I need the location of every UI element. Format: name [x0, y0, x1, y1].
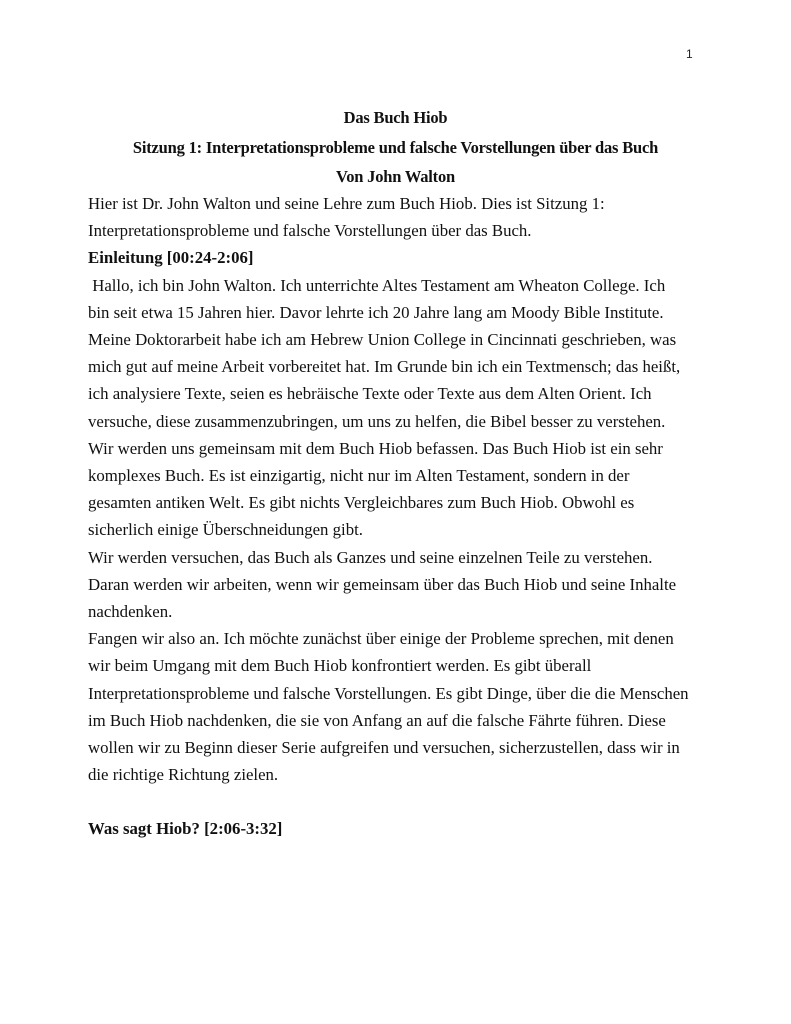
text-line: mich gut auf meine Arbeit vorbereitet hat. Im Grunde bin ich ein Textmensch; das heißt, [88, 357, 681, 377]
paragraph-1 [88, 272, 728, 544]
text-line: bin seit etwa 15 Jahren hier. Davor lehrte ich 20 Jahre lang am Moody Bible Institute. [88, 302, 664, 322]
session-title: Sitzung 1: Interpretationsprobleme und falsche Vorstellungen über das Buch [132, 137, 659, 157]
title-block [0, 103, 791, 192]
page-number: 1 [686, 47, 693, 61]
text-line: Fangen wir also an. Ich möchte zunächst über einige der Probleme sprechen, mit denen [88, 629, 674, 649]
text-line: die richtige Richtung zielen. [88, 765, 279, 785]
text-line: im Buch Hiob nachdenken, die sie von Anfang an auf die falsche Fährte führen. Diese [88, 710, 666, 730]
document-title: Das Buch Hiob [343, 108, 448, 127]
text-line: versuche, diese zusammenzubringen, um uns zu helfen, die Bibel besser zu verstehen. [88, 411, 666, 431]
text-line: wir beim Umgang mit dem Buch Hiob konfrontiert werden. Es gibt überall [88, 656, 592, 676]
text-line: ich analysiere Texte, seien es hebräische Texte oder Texte aus dem Alten Orient. Ich [88, 384, 652, 404]
paragraph-2 [88, 544, 728, 626]
section-heading-einleitung: Einleitung [00:24-2:06] [88, 248, 254, 268]
text-line: Hallo, ich bin John Walton. Ich unterrichte Altes Testament am Wheaton College. Ich [88, 275, 666, 295]
text-line: Interpretationsprobleme und falsche Vorstellungen. Es gibt Dinge, über die die Menschen [88, 683, 689, 703]
paragraph-3 [88, 625, 728, 788]
text-line: gesamten antiken Welt. Es gibt nichts Vergleichbares zum Buch Hiob. Obwohl es [88, 493, 635, 513]
spacer [88, 788, 728, 815]
document-body [88, 190, 728, 843]
text-line: komplexes Buch. Es ist einzigartig, nicht nur im Alten Testament, sondern in der [88, 466, 630, 486]
text-line: Meine Doktorarbeit habe ich am Hebrew Union College in Cincinnati geschrieben, was [88, 330, 677, 350]
text-line: Wir werden uns gemeinsam mit dem Buch Hiob befassen. Das Buch Hiob ist ein sehr [88, 438, 663, 458]
text-line: Wir werden versuchen, das Buch als Ganzes und seine einzelnen Teile zu verstehen. [88, 547, 653, 567]
text-line: Daran werden wir arbeiten, wenn wir gemeinsam über das Buch Hiob und seine Inhalte [88, 574, 677, 594]
intro-line: Hier ist Dr. John Walton und seine Lehre zum Buch Hiob. Dies ist Sitzung 1: [88, 194, 605, 213]
intro-line: Interpretationsprobleme und falsche Vorstellungen über das Buch. [88, 221, 532, 241]
author-line: Von John Walton [336, 167, 455, 186]
text-line: sicherlich einige Überschneidungen gibt. [88, 520, 363, 540]
text-line: nachdenken. [88, 602, 173, 622]
text-line: wollen wir zu Beginn dieser Serie aufgreifen und versuchen, sicherzustellen, dass wir in [88, 738, 680, 758]
section-heading-was-sagt-hiob: Was sagt Hiob? [2:06-3:32] [88, 819, 283, 839]
